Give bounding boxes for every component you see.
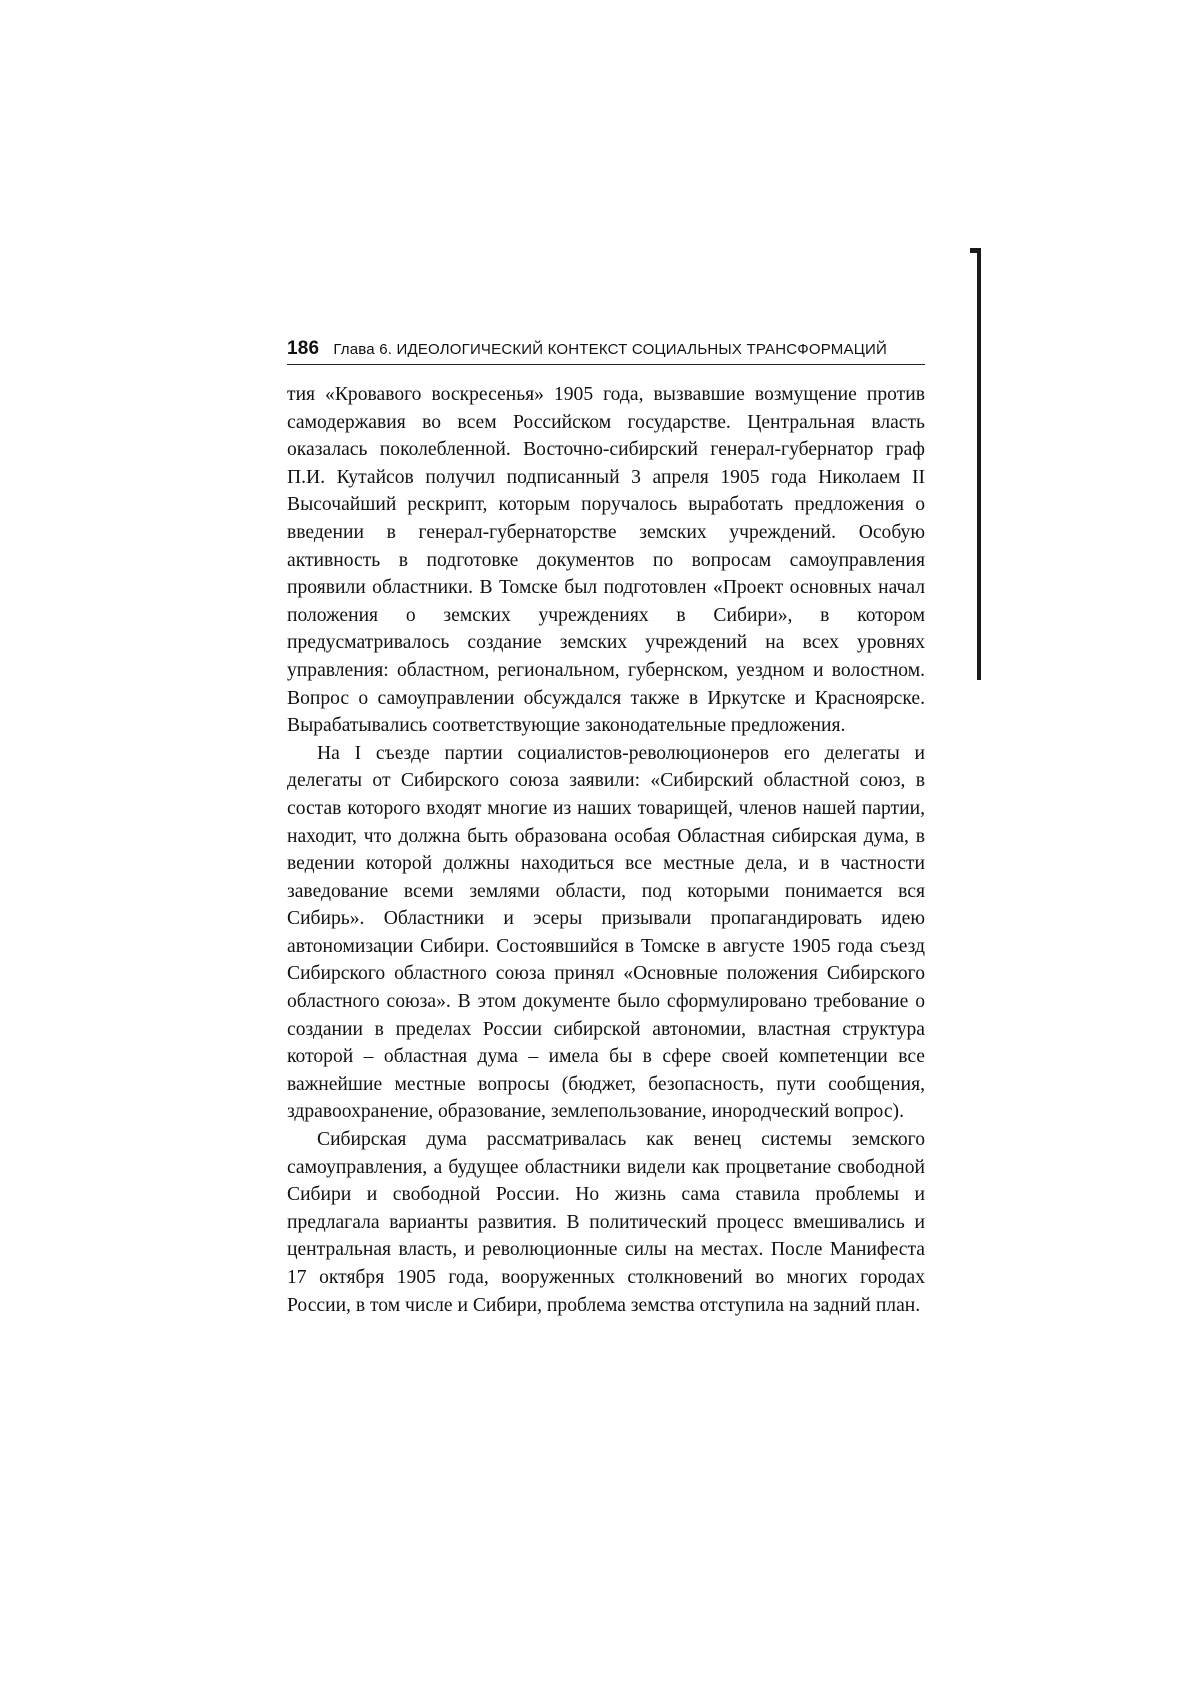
paragraph-3: Сибирская дума рассматривалась как венец системы земского самоуправления, а будущее областники видели как процветание свободной Сибири и свободной России. Но жизнь сама ставила проблемы и предлагала варианты развития. В политический процесс вмешивались и центральная власть, и революционные силы на местах. После Манифеста 17 октября 1905 года, вооруженных столкновений во многих городах России, в том числе и Сибири, проблема земства отступила на задний план. bbox=[287, 1129, 925, 1316]
body-text bbox=[287, 381, 925, 1319]
book-page bbox=[287, 338, 925, 1319]
paragraph-1: тия «Кровавого воскресенья» 1905 года, вызвавшие возмущение против самодержавия во всем Российском государстве. Центральная власть оказалась поколебленной. Восточно-сибирский генерал-губернатор граф П.И. Кутайсов получил подписанный 3 апреля 1905 года Николаем II Высочайший рескрипт, которым поручалось выработать предложения о введении в генерал-губернаторстве земских учреждений. Особую активность в подготовке документов по вопросам самоуправления проявили областники. В Томске был подготовлен «Проект основных начал положения о земских учреждениях в Сибири», в котором предусматривалось создание земских учреждений на всех уровнях управления: областном, региональном, губернском, уездном и волостном. Вопрос о самоуправлении обсуждался также в Иркутске и Красноярске. Вырабатывались соответствующие законодательные предложения. bbox=[287, 384, 925, 737]
scan-edge-mark-cap bbox=[970, 248, 980, 253]
chapter-title: Глава 6. ИДЕОЛОГИЧЕСКИЙ КОНТЕКСТ СОЦИАЛЬНЫХ ТРАНСФОРМАЦИЙ bbox=[333, 341, 887, 358]
page-number: 186 bbox=[287, 338, 320, 359]
paragraph-2: На I съезде партии социалистов-революционеров его делегаты и делегаты от Сибирского союза заявили: «Сибирский областной союз, в состав которого входят многие из наших товарищей, членов нашей партии, находит, что должна быть образована особая Областная сибирская дума, в ведении которой должны находиться все местные дела, и в частности заведование всеми землями области, под которыми понимается вся Сибирь». Областники и эсеры призывали пропагандировать идею автономизации Сибири. Состоявшийся в Томске в августе 1905 года съезд Сибирского областного союза принял «Основные положения Сибирского областного союза». В этом документе было сформулировано требование о создании в пределах России сибирской автономии, властная структура которой – областная дума – имела бы в сфере своей компетенции все важнейшие местные вопросы (бюджет, безопасность, пути сообщения, здравоохранение, образование, землепользование, инородческий вопрос). bbox=[287, 742, 925, 1123]
scan-edge-mark bbox=[977, 248, 981, 680]
running-head bbox=[287, 338, 925, 365]
